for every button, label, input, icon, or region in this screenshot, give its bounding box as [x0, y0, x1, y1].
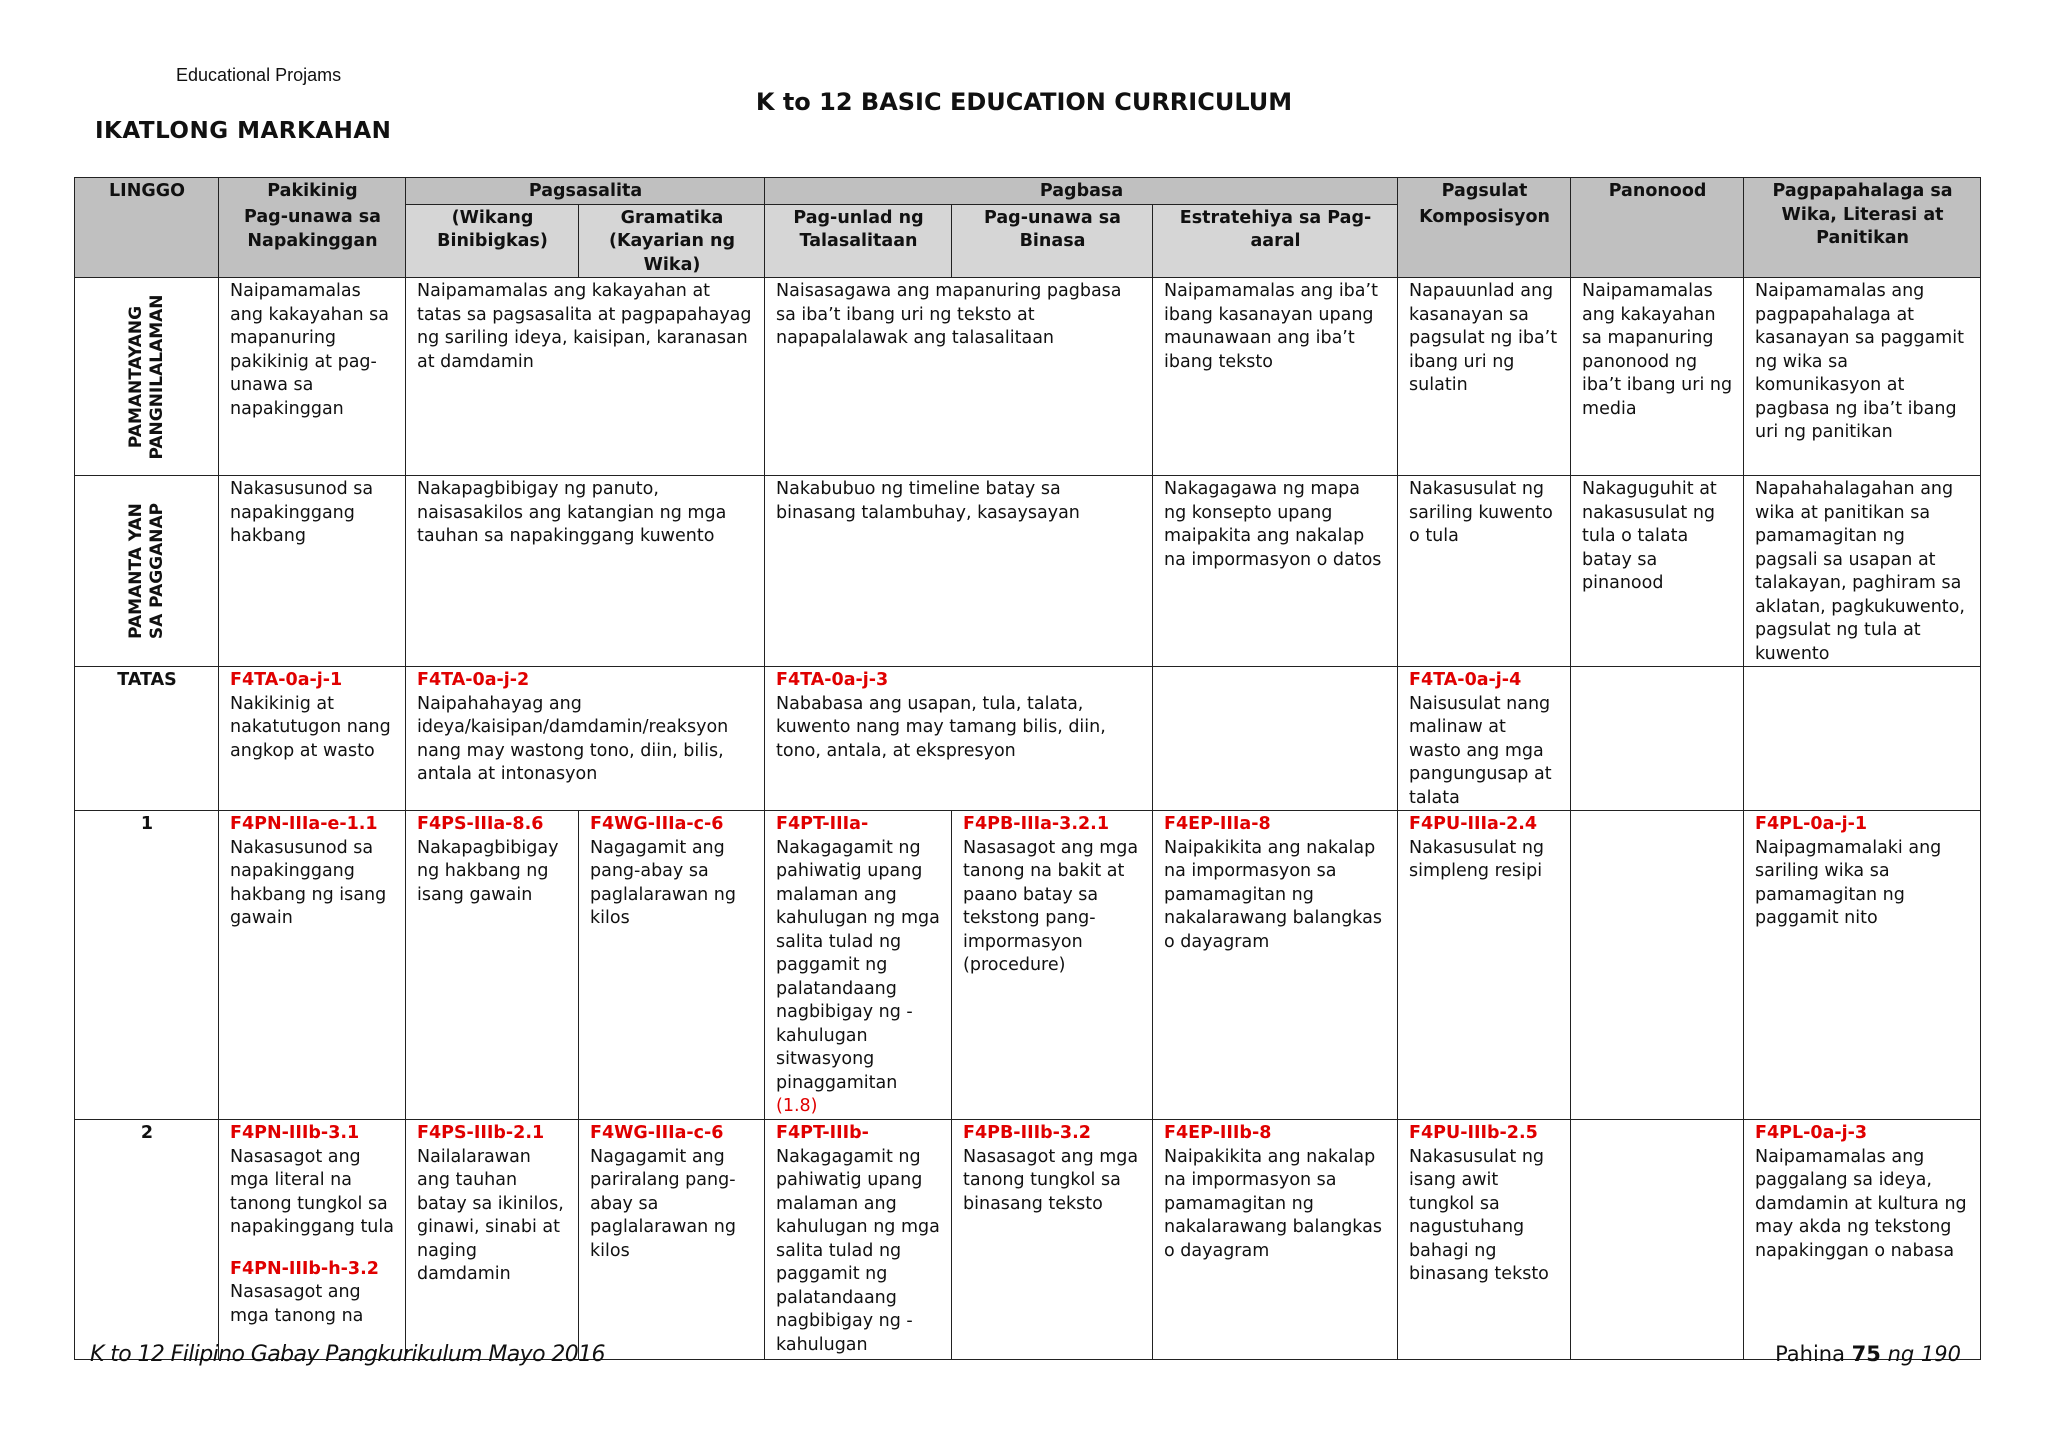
- cell-w2-estratehiya: [1153, 1120, 1398, 1360]
- competency-code: F4PS-IIIb-2.1: [417, 1123, 545, 1143]
- row-label-week-1: 1: [75, 811, 219, 1120]
- competency-text: Nakagagamit ng pahiwatig upang malaman ang kahulugan ng mga salita tulad ng paggamit ng palatandaang nagbibigay ng - kahulugan sitwasyong pinaggamitan: [776, 837, 940, 1093]
- subheader-komposisyon: Komposisyon: [1398, 204, 1571, 278]
- document-title: K to 12 BASIC EDUCATION CURRICULUM: [755, 88, 1293, 116]
- col-header-pagsasalita: Pagsasalita: [406, 178, 765, 205]
- competency-code: F4PL-0a-j-3: [1755, 1123, 1868, 1143]
- cell-w2-binasa: [952, 1120, 1153, 1360]
- row-pamantayan-sa-pagganap: [75, 476, 1981, 667]
- competency-text: Nasasagot ang mga tanong tungkol sa binasang teksto: [963, 1146, 1139, 1214]
- cell-tatas-pagbasa: [765, 667, 1153, 811]
- competency-text: Naipakikita ang nakalap na impormasyon sa pamamagitan ng nakalarawang balangkas o dayagram: [1164, 1146, 1382, 1261]
- col-header-pagsulat: Pagsulat: [1398, 178, 1571, 205]
- competency-text: Nakasusulat ng simpleng resipi: [1409, 837, 1545, 881]
- row-label-tatas: TATAS: [75, 667, 219, 811]
- cell-w1-pakikinig: [219, 811, 406, 1120]
- cell-pg-pagbasa: Nakabubuo ng timeline batay sa binasang talambuhay, kasaysayan: [765, 476, 1153, 667]
- competency-text: Naipahahayag ang ideya/kaisipan/damdamin/reaksyon nang may wastong tono, diin, bilis, antala at intonasyon: [417, 693, 729, 784]
- cell-pg-panonood: Nakaguguhit at nakasusulat ng tula o talata batay sa pinanood: [1571, 476, 1744, 667]
- competency-code: F4PU-IIIa-2.4: [1409, 814, 1538, 834]
- competency-code: F4EP-IIIa-8: [1164, 814, 1271, 834]
- competency-code: F4TA-0a-j-3: [776, 670, 889, 690]
- cell-w2-panonood: [1571, 1120, 1744, 1360]
- col-header-pagpapahalaga: Pagpapahalaga sa Wika, Literasi at Panitikan: [1744, 178, 1981, 278]
- subheader-estratehiya: Estratehiya sa Pag-aaral: [1153, 204, 1398, 278]
- cell-tatas-panonood: [1571, 667, 1744, 811]
- cell-w1-panonood: [1571, 811, 1744, 1120]
- competency-code: F4PB-IIIb-3.2: [963, 1123, 1091, 1143]
- competency-code: F4EP-IIIb-8: [1164, 1123, 1272, 1143]
- cell-pn-estratehiya: Naipamamalas ang iba’t ibang kasanayan upang maunawaan ang iba’t ibang teksto: [1153, 278, 1398, 476]
- row-tatas: [75, 667, 1981, 811]
- competency-code: F4PS-IIIa-8.6: [417, 814, 544, 834]
- col-header-pagbasa: Pagbasa: [765, 178, 1398, 205]
- col-header-linggo: LINGGO: [75, 178, 219, 278]
- competency-code: F4TA-0a-j-4: [1409, 670, 1522, 690]
- competency-code: F4WG-IIIa-c-6: [590, 1123, 724, 1143]
- header-row-top: [75, 178, 1981, 205]
- cell-pn-pagpapahalaga: Naipamamalas ang pagpapahalaga at kasanayan sa paggamit ng wika sa komunikasyon at pagbasa ng iba’t ibang uri ng panitikan: [1744, 278, 1981, 476]
- competency-code: F4PT-IIIb-: [776, 1123, 869, 1143]
- competency-text: Nasasagot ang mga tanong na: [230, 1282, 364, 1326]
- cell-w2-pagsulat: [1398, 1120, 1571, 1360]
- cell-w2-talasalitaan: [765, 1120, 952, 1360]
- row-week-1: [75, 811, 1981, 1120]
- cell-tatas-pagsasalita: [406, 667, 765, 811]
- footer-page-number: [1775, 1342, 1961, 1366]
- row-label-week-2: 2: [75, 1120, 219, 1360]
- competency-code: F4PU-IIIb-2.5: [1409, 1123, 1538, 1143]
- cell-pg-pagsasalita: Nakapagbibigay ng panuto, naisasakilos ang katangian ng mga tauhan sa napakinggang kuwento: [406, 476, 765, 667]
- competency-text: Nasasagot ang mga literal na tanong tungkol sa napakinggang tula: [230, 1146, 394, 1237]
- cell-tatas-pakikinig: [219, 667, 406, 811]
- subheader-pag-unawa-binasa: Pag-unawa sa Binasa: [952, 204, 1153, 278]
- competency-code: F4PN-IIIb-3.1: [230, 1123, 360, 1143]
- competency-text: Nababasa ang usapan, tula, talata, kuwento nang may tamang bilis, diin, tono, antala, at ekspresyon: [776, 693, 1106, 761]
- cell-pg-pagpapahalaga: Napahahalagahan ang wika at panitikan sa pamamagitan ng pagsali sa usapan at talakayan, paghiram sa aklatan, pagkukuwento, pagsulat ng tula at kuwento: [1744, 476, 1981, 667]
- subheader-wikang-binibigkas: (Wikang Binibigkas): [406, 204, 579, 278]
- competency-text: Nagagamit ang pariralang pang-abay sa paglalarawan ng kilos: [590, 1146, 736, 1261]
- competency-code: F4PL-0a-j-1: [1755, 814, 1868, 834]
- brand-text: Educational Projams: [176, 65, 342, 85]
- competency-code: F4WG-IIIa-c-6: [590, 814, 724, 834]
- cell-w1-gramatika: [579, 811, 765, 1120]
- cell-w1-estratehiya: [1153, 811, 1398, 1120]
- col-header-pakikinig: Pakikinig: [219, 178, 406, 205]
- competency-text: Naipamamalas ang paggalang sa ideya, damdamin at kultura ng may akda ng tekstong napakinggan o nabasa: [1755, 1146, 1967, 1261]
- row-label-pagganap-line1: PAMANTA YAN: [125, 503, 146, 639]
- competency-code: F4PB-IIIa-3.2.1: [963, 814, 1110, 834]
- competency-text: Nakasusulat ng isang awit tungkol sa nagustuhang bahagi ng binasang teksto: [1409, 1146, 1549, 1284]
- cell-w1-binasa: [952, 811, 1153, 1120]
- cell-pn-pakikinig: Naipamamalas ang kakayahan sa mapanuring pakikinig at pag-unawa sa napakinggan: [219, 278, 406, 476]
- cell-pg-pakikinig: Nakasusunod sa napakinggang hakbang: [219, 476, 406, 667]
- cell-w1-talasalitaan: [765, 811, 952, 1120]
- cell-pg-estratehiya: Nakagagawa ng mapa ng konsepto upang maipakita ang nakalap na impormasyon o datos: [1153, 476, 1398, 667]
- spacer: [230, 1240, 395, 1258]
- cell-w1-pagsulat: [1398, 811, 1571, 1120]
- cell-pg-pagsulat: Nakasusulat ng sariling kuwento o tula: [1398, 476, 1571, 667]
- quarter-heading: IKATLONG MARKAHAN: [95, 118, 392, 144]
- subheader-gramatika: Gramatika (Kayarian ng Wika): [579, 204, 765, 278]
- cell-tatas-pagsulat: [1398, 667, 1571, 811]
- competency-text: Naipakikita ang nakalap na impormasyon sa pamamagitan ng nakalarawang balangkas o dayagram: [1164, 837, 1382, 952]
- row-pamantayang-pangnilalaman: [75, 278, 1981, 476]
- cell-tatas-estratehiya: [1153, 667, 1398, 811]
- competency-text: Nakikinig at nakatutugon nang angkop at wasto: [230, 693, 391, 761]
- competency-text: Nagagamit ang pang-abay sa paglalarawan ng kilos: [590, 837, 736, 928]
- row-label-pagganap-line2: SA PAGGANAP: [146, 502, 167, 640]
- competency-text: Nakagagamit ng pahiwatig upang malaman ang kahulugan ng mga salita tulad ng paggamit ng palatandaang nagbibigay ng - kahulugan: [776, 1146, 940, 1355]
- cell-w1-pagpapahalaga: [1744, 811, 1981, 1120]
- row-label-pagganap-text: [126, 503, 168, 639]
- subheader-pag-unawa-napakinggan: Pag-unawa sa Napakinggan: [219, 204, 406, 278]
- curriculum-table: [74, 177, 1981, 1360]
- cell-pn-pagbasa: Naisasagawa ang mapanuring pagbasa sa iba’t ibang uri ng teksto at napapalalawak ang talasalitaan: [765, 278, 1153, 476]
- row-label-pangnilalaman: [75, 278, 219, 476]
- cell-w2-pagpapahalaga: [1744, 1120, 1981, 1360]
- footer-current-page: 75: [1851, 1342, 1881, 1366]
- cell-w2-gramatika: [579, 1120, 765, 1360]
- footer-document-name: K to 12 Filipino Gabay Pangkurikulum Mayo 2016: [90, 1342, 605, 1367]
- competency-text: Nasasagot ang mga tanong na bakit at paano batay sa tekstong pang-impormasyon (procedure): [963, 837, 1139, 975]
- competency-code: F4TA-0a-j-1: [230, 670, 343, 690]
- row-label-pagganap: [75, 476, 219, 667]
- competency-text: Nakapagbibigay ng hakbang ng isang gawain: [417, 837, 559, 905]
- cell-tatas-pagpapahalaga: [1744, 667, 1981, 811]
- competency-text: Naisusulat nang malinaw at wasto ang mga pangungusap at talata: [1409, 693, 1552, 808]
- row-label-pangnilalaman-text: PAMANTAYANG PANGNILALAMAN: [125, 293, 167, 460]
- footer-total-pages: ng 190: [1887, 1342, 1961, 1366]
- cell-w2-wikang: [406, 1120, 579, 1360]
- cell-pn-pagsasalita: Naipamamalas ang kakayahan at tatas sa pagsasalita at pagpapahayag ng sariling ideya, kaisipan, karanasan at damdamin: [406, 278, 765, 476]
- cell-w2-pakikinig: [219, 1120, 406, 1360]
- competency-code: F4PT-IIIa-: [776, 814, 869, 834]
- row-week-2: [75, 1120, 1981, 1360]
- col-header-panonood: Panonood: [1571, 178, 1744, 278]
- cell-pn-panonood: Naipamamalas ang kakayahan sa mapanuring panonood ng iba’t ibang uri ng media: [1571, 278, 1744, 476]
- competency-text: Nailalarawan ang tauhan batay sa ikinilos, ginawi, sinabi at naging damdamin: [417, 1146, 564, 1284]
- competency-code: F4PN-IIIb-h-3.2: [230, 1258, 379, 1279]
- competency-code: F4TA-0a-j-2: [417, 670, 530, 690]
- subheader-pag-unlad-talasalitaan: Pag-unlad ng Talasalitaan: [765, 204, 952, 278]
- competency-text: Nakasusunod sa napakinggang hakbang ng isang gawain: [230, 837, 387, 928]
- competency-code: F4PN-IIIa-e-1.1: [230, 814, 378, 834]
- competency-text: Naipagmamalaki ang sariling wika sa pamamagitan ng paggamit nito: [1755, 837, 1942, 928]
- cell-w1-wikang: [406, 811, 579, 1120]
- competency-suffix: (1.8): [776, 1096, 818, 1116]
- cell-pn-pagsulat: Napauunlad ang kasanayan sa pagsulat ng iba’t ibang uri ng sulatin: [1398, 278, 1571, 476]
- footer-pahina-label: Pahina: [1775, 1342, 1845, 1366]
